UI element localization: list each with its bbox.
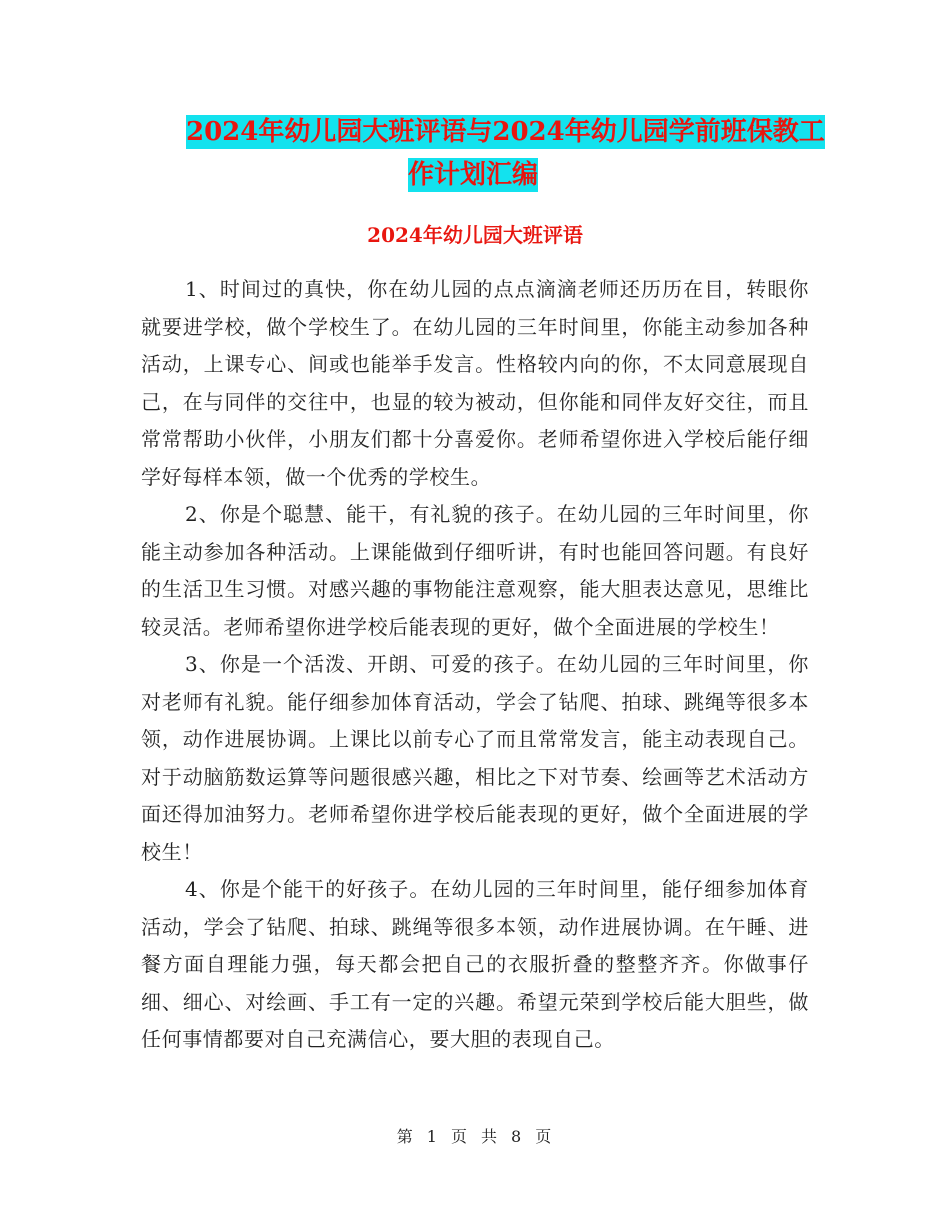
paragraph-3: 3、你是一个活泼、开朗、可爱的孩子。在幼儿园的三年时间里，你对老师有礼貌。能仔细参加体育活动，学会了钻爬、拍球、跳绳等很多本领，动作进展协调。上课比以前专心了而且常常发言，能主动表现自己。对于动脑筋数运算等问题很感兴趣，相比之下对节奏、绘画等艺术活动方面还得加油努力。老师希望你进学校后能表现的更好，做个全面进展的学校生！	[141, 652, 809, 864]
footer-page-mid: 页	[450, 1127, 469, 1146]
section-heading: 2024年幼儿园大班评语	[367, 223, 583, 247]
title-highlight-1: 2024年幼儿园大班评语与2024年幼儿园学前班保教工	[186, 117, 825, 147]
footer-total-prefix: 共	[481, 1127, 500, 1146]
footer-page-number: 1	[426, 1127, 439, 1146]
title-highlight-2: 作计划汇编	[408, 160, 539, 190]
paragraph-2: 2、你是个聪慧、能干，有礼貌的孩子。在幼儿园的三年时间里，你能主动参加各种活动。上课能做到仔细听讲，有时也能回答问题。有良好的生活卫生习惯。对感兴趣的事物能注意观察，能大胆表达意见，思维比较灵活。老师希望你进学校后能表现的更好，做个全面进展的学校生！	[141, 502, 809, 639]
footer-page-prefix: 第	[396, 1127, 415, 1146]
document-title-line-2	[408, 155, 538, 195]
document-body	[141, 271, 809, 1059]
footer-total-suffix: 页	[535, 1127, 554, 1146]
paragraph-4: 4、你是个能干的好孩子。在幼儿园的三年时间里，能仔细参加体育活动，学会了钻爬、拍球、跳绳等很多本领，动作进展协调。在午睡、进餐方面自理能力强，每天都会把自己的衣服折叠的整整齐齐。你做事仔细、细心、对绘画、手工有一定的兴趣。希望元荣到学校后能大胆些，做任何事情都要对自己充满信心，要大胆的表现自己。	[141, 877, 809, 1051]
footer-total-pages: 8	[511, 1127, 524, 1146]
paragraph-1: 1、时间过的真快，你在幼儿园的点点滴滴老师还历历在目，转眼你就要进学校，做个学校生了。在幼儿园的三年时间里，你能主动参加各种活动，上课专心、间或也能举手发言。性格较内向的你，不太同意展现自己，在与同伴的交往中，也显的较为被动，但你能和同伴友好交往，而且常常帮助小伙伴，小朋友们都十分喜爱你。老师希望你进入学校后能仔细学好每样本领，做一个优秀的学校生。	[141, 277, 809, 489]
document-title-line-1	[186, 112, 825, 152]
page-footer	[0, 1124, 950, 1147]
